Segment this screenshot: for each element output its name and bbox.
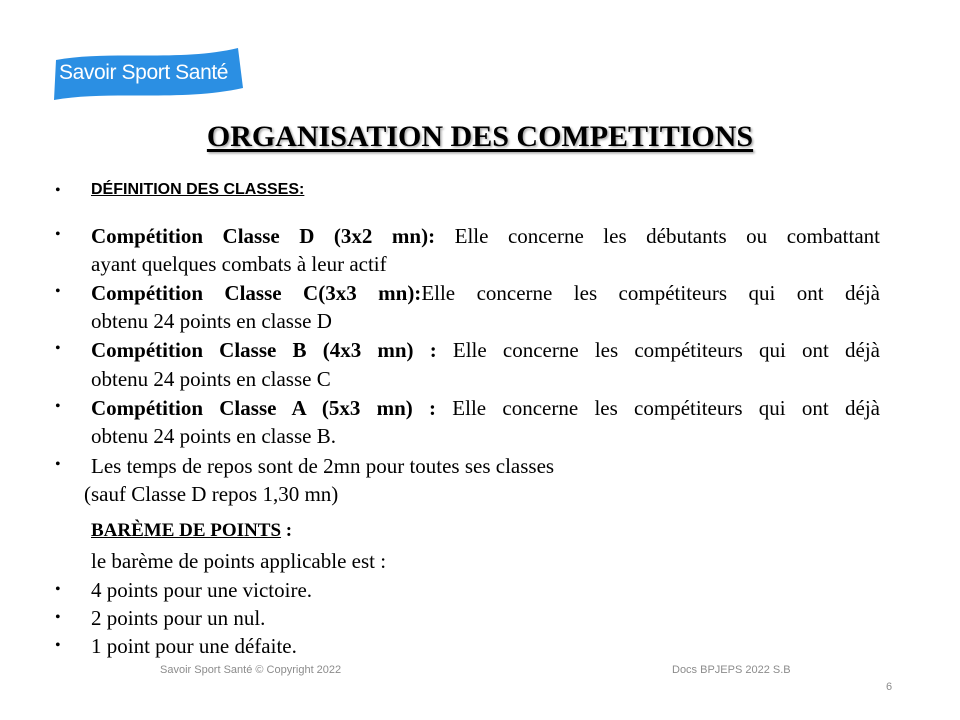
bullet: • [55,398,61,415]
class-b-text: Elle concerne les compétiteurs qui ont déjà [436,338,880,362]
bareme-heading [91,520,292,542]
bullet: • [55,456,61,473]
rest-line: Les temps de repos sont de 2mn pour toutes ses classes [91,454,555,478]
class-b-line [91,338,880,362]
footer-docs: Docs BPJEPS 2022 S.B [672,664,791,676]
bullet: • [55,581,61,598]
rest-note: (sauf Classe D repos 1,30 mn) [84,482,339,506]
logo-text: Savoir Sport Santé [59,61,229,84]
bullet: • [55,609,61,626]
bareme-intro: le barème de points applicable est : [91,549,387,573]
page-number: 6 [886,681,893,693]
class-b-continuation: obtenu 24 points en classe C [91,367,331,391]
class-a-text: Elle concerne les compétiteurs qui ont déjà [436,396,880,420]
bullet: • [55,182,61,199]
definition-heading: DÉFINITION DES CLASSES: [91,181,305,198]
class-b-label: Compétition Classe B (4x3 mn) : [91,338,437,362]
bareme-heading-text: BARÈME DE POINTS [91,520,282,541]
bullet: • [55,637,61,654]
class-c-label: Compétition Classe C(3x3 mn): [91,281,422,305]
footer-copyright: Savoir Sport Santé © Copyright 2022 [160,664,342,676]
points-defeat: 1 point pour une défaite. [91,634,297,658]
class-a-label: Compétition Classe A (5x3 mn) : [91,396,437,420]
bullet: • [55,283,61,300]
points-draw: 2 points pour un nul. [91,606,266,630]
bareme-colon: : [281,520,293,541]
class-c-line [91,281,880,305]
class-c-text: Elle concerne les compétiteurs qui ont déjà [421,281,880,305]
class-c-continuation: obtenu 24 points en classe D [91,309,332,333]
logo [50,48,243,100]
class-d-line [91,224,880,248]
bullet: • [55,226,61,243]
bullet: • [55,340,61,357]
page-title: ORGANISATION DES COMPETITIONS [206,120,754,153]
class-a-line [91,396,880,420]
class-d-label: Compétition Classe D (3x2 mn): [91,224,436,248]
class-d-continuation: ayant quelques combats à leur actif [91,252,387,276]
class-d-text: Elle concerne les débutants ou combattant [435,224,880,248]
points-victory: 4 points pour une victoire. [91,578,313,602]
class-a-continuation: obtenu 24 points en classe B. [91,424,336,448]
